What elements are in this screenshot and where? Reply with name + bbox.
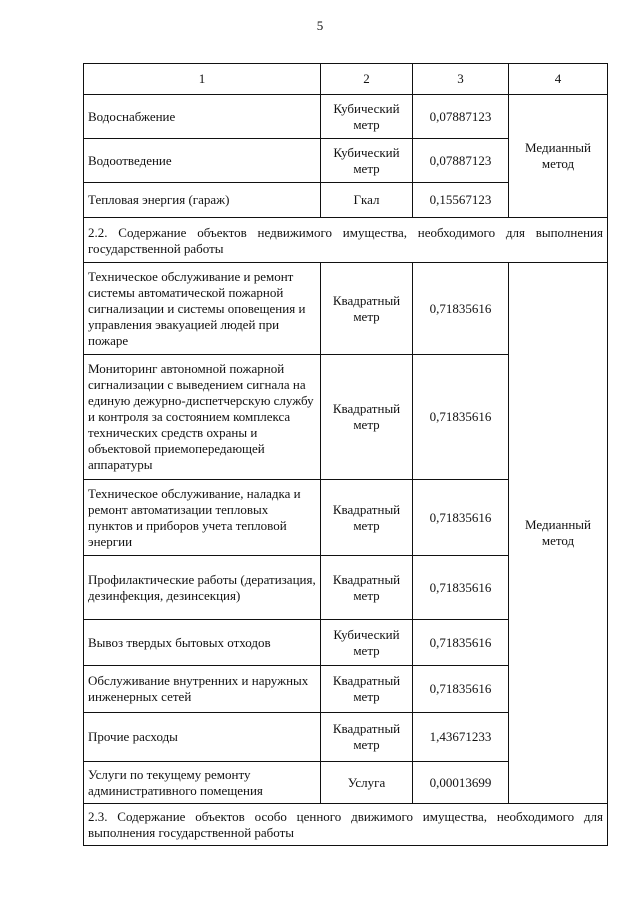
service-name: Услуги по текущему ремонту административного помещения [84, 762, 321, 804]
unit-cell: Квадратный метр [321, 263, 413, 355]
section-row [84, 218, 608, 263]
value-cell: 0,07887123 [413, 95, 509, 139]
cost-table [83, 63, 608, 846]
column-header: 4 [509, 64, 608, 95]
value-cell: 0,00013699 [413, 762, 509, 804]
service-name: Тепловая энергия (гараж) [84, 183, 321, 218]
service-name: Профилактические работы (дератизация, дезинфекция, дезинсекция) [84, 556, 321, 620]
value-cell: 0,71835616 [413, 355, 509, 480]
value-cell: 0,71835616 [413, 263, 509, 355]
column-header: 3 [413, 64, 509, 95]
unit-cell: Кубический метр [321, 620, 413, 666]
service-name: Обслуживание внутренних и наружных инженерных сетей [84, 666, 321, 713]
service-name: Вывоз твердых бытовых отходов [84, 620, 321, 666]
section-heading: 2.2. Содержание объектов недвижимого имущества, необходимого для выполнения государственной работы [84, 218, 608, 263]
value-cell: 0,71835616 [413, 666, 509, 713]
service-name: Техническое обслуживание, наладка и ремонт автоматизации тепловых пунктов и приборов учета тепловой энергии [84, 480, 321, 556]
value-cell: 0,07887123 [413, 139, 509, 183]
value-cell: 1,43671233 [413, 713, 509, 762]
table-row [84, 95, 608, 139]
unit-cell: Квадратный метр [321, 556, 413, 620]
service-name: Мониторинг автономной пожарной сигнализации с выведением сигнала на единую дежурно-диспетчерскую службу и контроля за состоянием комплекса технических средств охраны и объектовой приемопередающей аппаратуры [84, 355, 321, 480]
section-row [84, 804, 608, 846]
column-header: 2 [321, 64, 413, 95]
value-cell: 0,71835616 [413, 480, 509, 556]
value-cell: 0,71835616 [413, 620, 509, 666]
value-cell: 0,15567123 [413, 183, 509, 218]
unit-cell: Квадратный метр [321, 480, 413, 556]
column-header: 1 [84, 64, 321, 95]
unit-cell: Кубический метр [321, 139, 413, 183]
service-name: Техническое обслуживание и ремонт системы автоматической пожарной сигнализации и системы оповещения и управления эвакуацией людей при пожаре [84, 263, 321, 355]
service-name: Прочие расходы [84, 713, 321, 762]
method-cell: Медианный метод [509, 263, 608, 804]
service-name: Водоотведение [84, 139, 321, 183]
unit-cell: Квадратный метр [321, 666, 413, 713]
header-row [84, 64, 608, 95]
unit-cell: Квадратный метр [321, 713, 413, 762]
value-cell: 0,71835616 [413, 556, 509, 620]
unit-cell: Квадратный метр [321, 355, 413, 480]
table-row [84, 263, 608, 355]
page-number: 5 [316, 18, 324, 33]
section-heading: 2.3. Содержание объектов особо ценного движимого имущества, необходимого для выполнения государственной работы [84, 804, 608, 846]
unit-cell: Кубический метр [321, 95, 413, 139]
unit-cell: Гкал [321, 183, 413, 218]
unit-cell: Услуга [321, 762, 413, 804]
method-cell: Медианный метод [509, 95, 608, 218]
service-name: Водоснабжение [84, 95, 321, 139]
